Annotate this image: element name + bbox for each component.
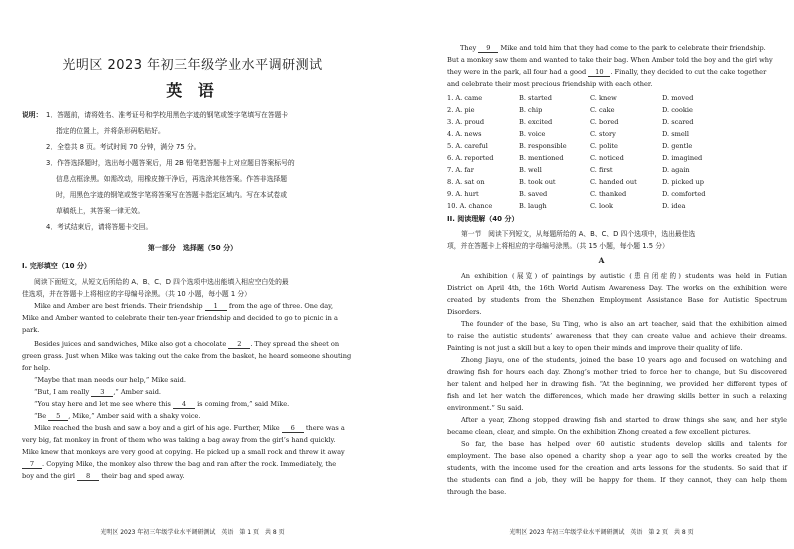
instruction-line: 草稿纸上，其答案一律无效。 xyxy=(56,207,145,215)
option-8-B: B. took out xyxy=(519,178,556,186)
cloze-line: “But, I am really 3 ,” Amber said. xyxy=(34,388,162,396)
option-5-C: C. polite xyxy=(590,142,618,150)
option-3-A: 3. A. proud xyxy=(447,118,485,126)
reading-intro: 项，并在答题卡上将相应的字母编号涂黑。（共 15 小题，每小题 1.5 分） xyxy=(447,242,669,250)
cloze-line: 7 . Copying Mike, the monkey also threw the bag and ran after the rock. Immediately, the xyxy=(22,460,336,469)
passage-line: employment. The base also opened a charity shop a year ago to sell the works created by the xyxy=(447,452,787,460)
reading-intro: 第一节 阅读下列短文，从每题所给的 A、B、C、D 四个选项中，选出最佳选 xyxy=(461,230,696,238)
instructions-label: 说明： xyxy=(22,111,43,119)
option-2-A: 2. A. pie xyxy=(447,106,475,114)
option-4-A: 4. A. news xyxy=(447,130,482,138)
part1-heading: 第一部分 选择题（50 分） xyxy=(147,244,238,252)
option-8-D: D. picked up xyxy=(662,178,704,186)
section1-title: I. 完形填空（10 分） xyxy=(22,262,91,270)
section1-intro: 阅读下面短文，从短文后所给的 A、B、C、D 四个选项中选出能填入相应空白处的最 xyxy=(34,278,289,286)
section1-intro: 佳选项，并在答题卡上将相应的字母编号涂黑。（共 10 小题，每小题 1 分） xyxy=(22,290,251,298)
cloze-line: “Be 5 , Mike,” Amber said with a shaky voice. xyxy=(34,412,201,420)
cloze-line: Mike reached the bush and saw a boy and a girl of his age. Further, Mike 6 there was a xyxy=(34,424,345,432)
passage-line: became clean, clear, and simple. On the exhibition Zhong created a few excellent pictures. xyxy=(447,428,751,436)
passage-line: An exhibition (展览) of paintings by autistic (患自闭症的) students was held in Futian xyxy=(461,272,787,280)
option-5-A: 5. A. careful xyxy=(447,142,488,150)
option-7-B: B. well xyxy=(519,166,542,174)
passage-line: fish and let her watch the differences, which made her drawing skills better in such a relaxing xyxy=(447,392,787,400)
option-2-B: B. chip xyxy=(519,106,543,114)
cloze-blank: 3 xyxy=(91,388,113,397)
option-4-D: D. smell xyxy=(662,130,689,138)
cloze-line: very big, fat monkey in front of them who was taking a bag away from the girl’s hand quickly. xyxy=(22,436,336,444)
passage-line: through the base. xyxy=(447,488,507,496)
option-2-D: D. cookie xyxy=(662,106,693,114)
cloze-line: Besides juices and sandwiches, Mike also got a chocolate 2 . They spread the sheet on xyxy=(34,340,340,348)
option-9-C: C. thanked xyxy=(590,190,627,198)
passage-line: The founder of the base, Su Ting, who is also an art teacher, said that the exhibition aimed xyxy=(461,320,787,328)
option-1-C: C. knew xyxy=(590,94,617,102)
cloze-blank: 9 xyxy=(478,44,498,53)
cloze-line: for help. xyxy=(22,364,51,372)
option-1-D: D. moved xyxy=(662,94,694,102)
cloze-line: park. xyxy=(22,326,40,334)
passage-line: District on April 4th, the 16th World Autism Awareness Day. The works on the exhibition were xyxy=(447,284,787,292)
cloze-blank: 10 xyxy=(588,68,610,77)
instruction-line: 3．作答选择题时，选出每小题答案后，用 2B 铅笔把答题卡上对应题目答案标号的 xyxy=(46,159,295,167)
option-3-C: C. bored xyxy=(590,118,619,126)
cloze-blank: 2 xyxy=(228,340,250,349)
instruction-line: 指定的位置上，并将条形码粘贴好。 xyxy=(56,127,165,135)
option-10-D: D. idea xyxy=(662,202,686,210)
cloze-line: “Maybe that man needs our help,” Mike said. xyxy=(34,376,186,384)
passage-line: environment.” Su said. xyxy=(447,404,524,412)
option-3-D: D. scared xyxy=(662,118,694,126)
cloze-blank: 7 xyxy=(22,460,42,469)
exam-title: 光明区 2023 年初三年级学业水平调研测试 xyxy=(62,58,323,73)
cloze-line: But a monkey saw them and wanted to take their bag. When Amber told the boy and the girl why xyxy=(447,56,773,64)
cloze-line: Mike and Amber wanted to celebrate their ten-year friendship and decided to go to picnic in a xyxy=(22,314,338,322)
option-4-B: B. voice xyxy=(519,130,546,138)
option-7-D: D. again xyxy=(662,166,690,174)
option-6-D: D. imagined xyxy=(662,154,703,162)
option-9-D: D. comforted xyxy=(662,190,706,198)
option-3-B: B. excited xyxy=(519,118,553,126)
option-5-B: B. responsible xyxy=(519,142,567,150)
instruction-line: 4．考试结束后，请将答题卡交回。 xyxy=(46,223,153,231)
cloze-line: green grass. Just when Mike was taking out the cake from the basket, he heard someone shouting xyxy=(22,352,352,360)
option-1-B: B. started xyxy=(519,94,552,102)
option-9-B: B. saved xyxy=(519,190,548,198)
passage-line: students, with the income used for the creation and arts lessons for the students. So said that if xyxy=(447,464,787,472)
cloze-blank: 8 xyxy=(77,472,99,481)
passage-line: Painting is not just a skill but a key to open their minds and improve their quality of life. xyxy=(447,344,743,352)
option-9-A: 9. A. hurt xyxy=(447,190,479,198)
cloze-blank: 6 xyxy=(282,424,304,433)
cloze-line: They 9 Mike and told him that they had come to the park to celebrate their friendship. xyxy=(460,44,766,52)
right-column xyxy=(409,0,794,549)
option-5-D: D. gentle xyxy=(662,142,693,150)
cloze-line: boy and the girl 8 their bag and sped away. xyxy=(22,472,185,480)
passage-line: drawing fish for hours each day. Zhong’s mother tried to force her to change, but Su discovered xyxy=(447,368,787,376)
option-2-C: C. cake xyxy=(590,106,615,114)
option-6-C: C. noticed xyxy=(590,154,624,162)
cloze-line: Mike knew that monkeys are very good at copying. He picked up a small rock and threw it away xyxy=(22,448,345,456)
passage-line: created by students from the Shenzhen Employment Assistance Base for Autistic Spectrum xyxy=(447,296,787,304)
passage-line: her talent and helped her in drawing fish. “At the beginning, we provided her different types of xyxy=(447,380,787,388)
option-10-B: B. laugh xyxy=(519,202,547,210)
cloze-blank: 5 xyxy=(48,412,68,421)
passage-line: Disorders. xyxy=(447,308,482,316)
cloze-line: they were in the park, all four had a good 10 . Finally, they decided to cut the cake together xyxy=(447,68,767,76)
passage-line: to raise the autistic students’ awareness that they can create value and achieve their dreams. xyxy=(447,332,787,340)
option-8-C: C. handed out xyxy=(590,178,637,186)
cloze-line: Mike and Amber are best friends. Their friendship 1 from the age of three. One day, xyxy=(34,302,334,310)
cloze-line: and celebrate their most precious friendship with each other. xyxy=(447,80,653,88)
passage-label: A xyxy=(598,256,605,265)
instruction-line: 信息点框涂黑。如需改动，用橡皮擦干净后，再选涂其他答案。作答非选择题 xyxy=(56,175,288,183)
instruction-line: 1．答题前，请将姓名、准考证号和学校用黑色字迹的钢笔或签字笔填写在答题卡 xyxy=(46,111,289,119)
option-10-A: 10. A. chance xyxy=(447,202,493,210)
instruction-line: 时，用黑色字迹的钢笔或签字笔将答案写在答题卡指定区域内。写在本试卷或 xyxy=(56,191,288,199)
option-8-A: 8. A. sat on xyxy=(447,178,485,186)
option-4-C: C. story xyxy=(590,130,616,138)
passage-line: So far, the base has helped over 60 autistic students develop skills and talents for xyxy=(461,440,787,448)
instruction-line: 2．全卷共 8 页。考试时间 70 分钟，满分 75 分。 xyxy=(46,143,201,151)
cloze-blank: 1 xyxy=(205,302,227,311)
passage-line: the students can find a job, they will be happy for them. If they cannot, they can help them xyxy=(447,476,787,484)
option-1-A: 1. A. came xyxy=(447,94,483,102)
cloze-blank: 4 xyxy=(173,400,195,409)
passage-line: Zhong Jiayu, one of the students, joined the base 10 years ago and focused on watching and xyxy=(461,356,787,364)
page-footer: 光明区 2023 年初三年级学业水平调研测试 英语 第 1 页 共 8 页 xyxy=(100,529,285,536)
subject-title: 英 语 xyxy=(166,81,219,100)
option-7-A: 7. A. far xyxy=(447,166,474,174)
option-6-A: 6. A. reported xyxy=(447,154,494,162)
passage-line: After a year, Zhong stopped drawing fish and started to draw things she saw, and her style xyxy=(461,416,787,424)
cloze-line: “You stay here and let me see where this 4 is coming from,” said Mike. xyxy=(34,400,290,408)
option-10-C: C. look xyxy=(590,202,614,210)
option-6-B: B. mentioned xyxy=(519,154,564,162)
page-footer: 光明区 2023 年初三年级学业水平调研测试 英语 第 2 页 共 8 页 xyxy=(509,529,694,536)
left-column xyxy=(0,0,385,549)
reading-title: II. 阅读理解（40 分） xyxy=(447,215,519,223)
option-7-C: C. first xyxy=(590,166,613,174)
